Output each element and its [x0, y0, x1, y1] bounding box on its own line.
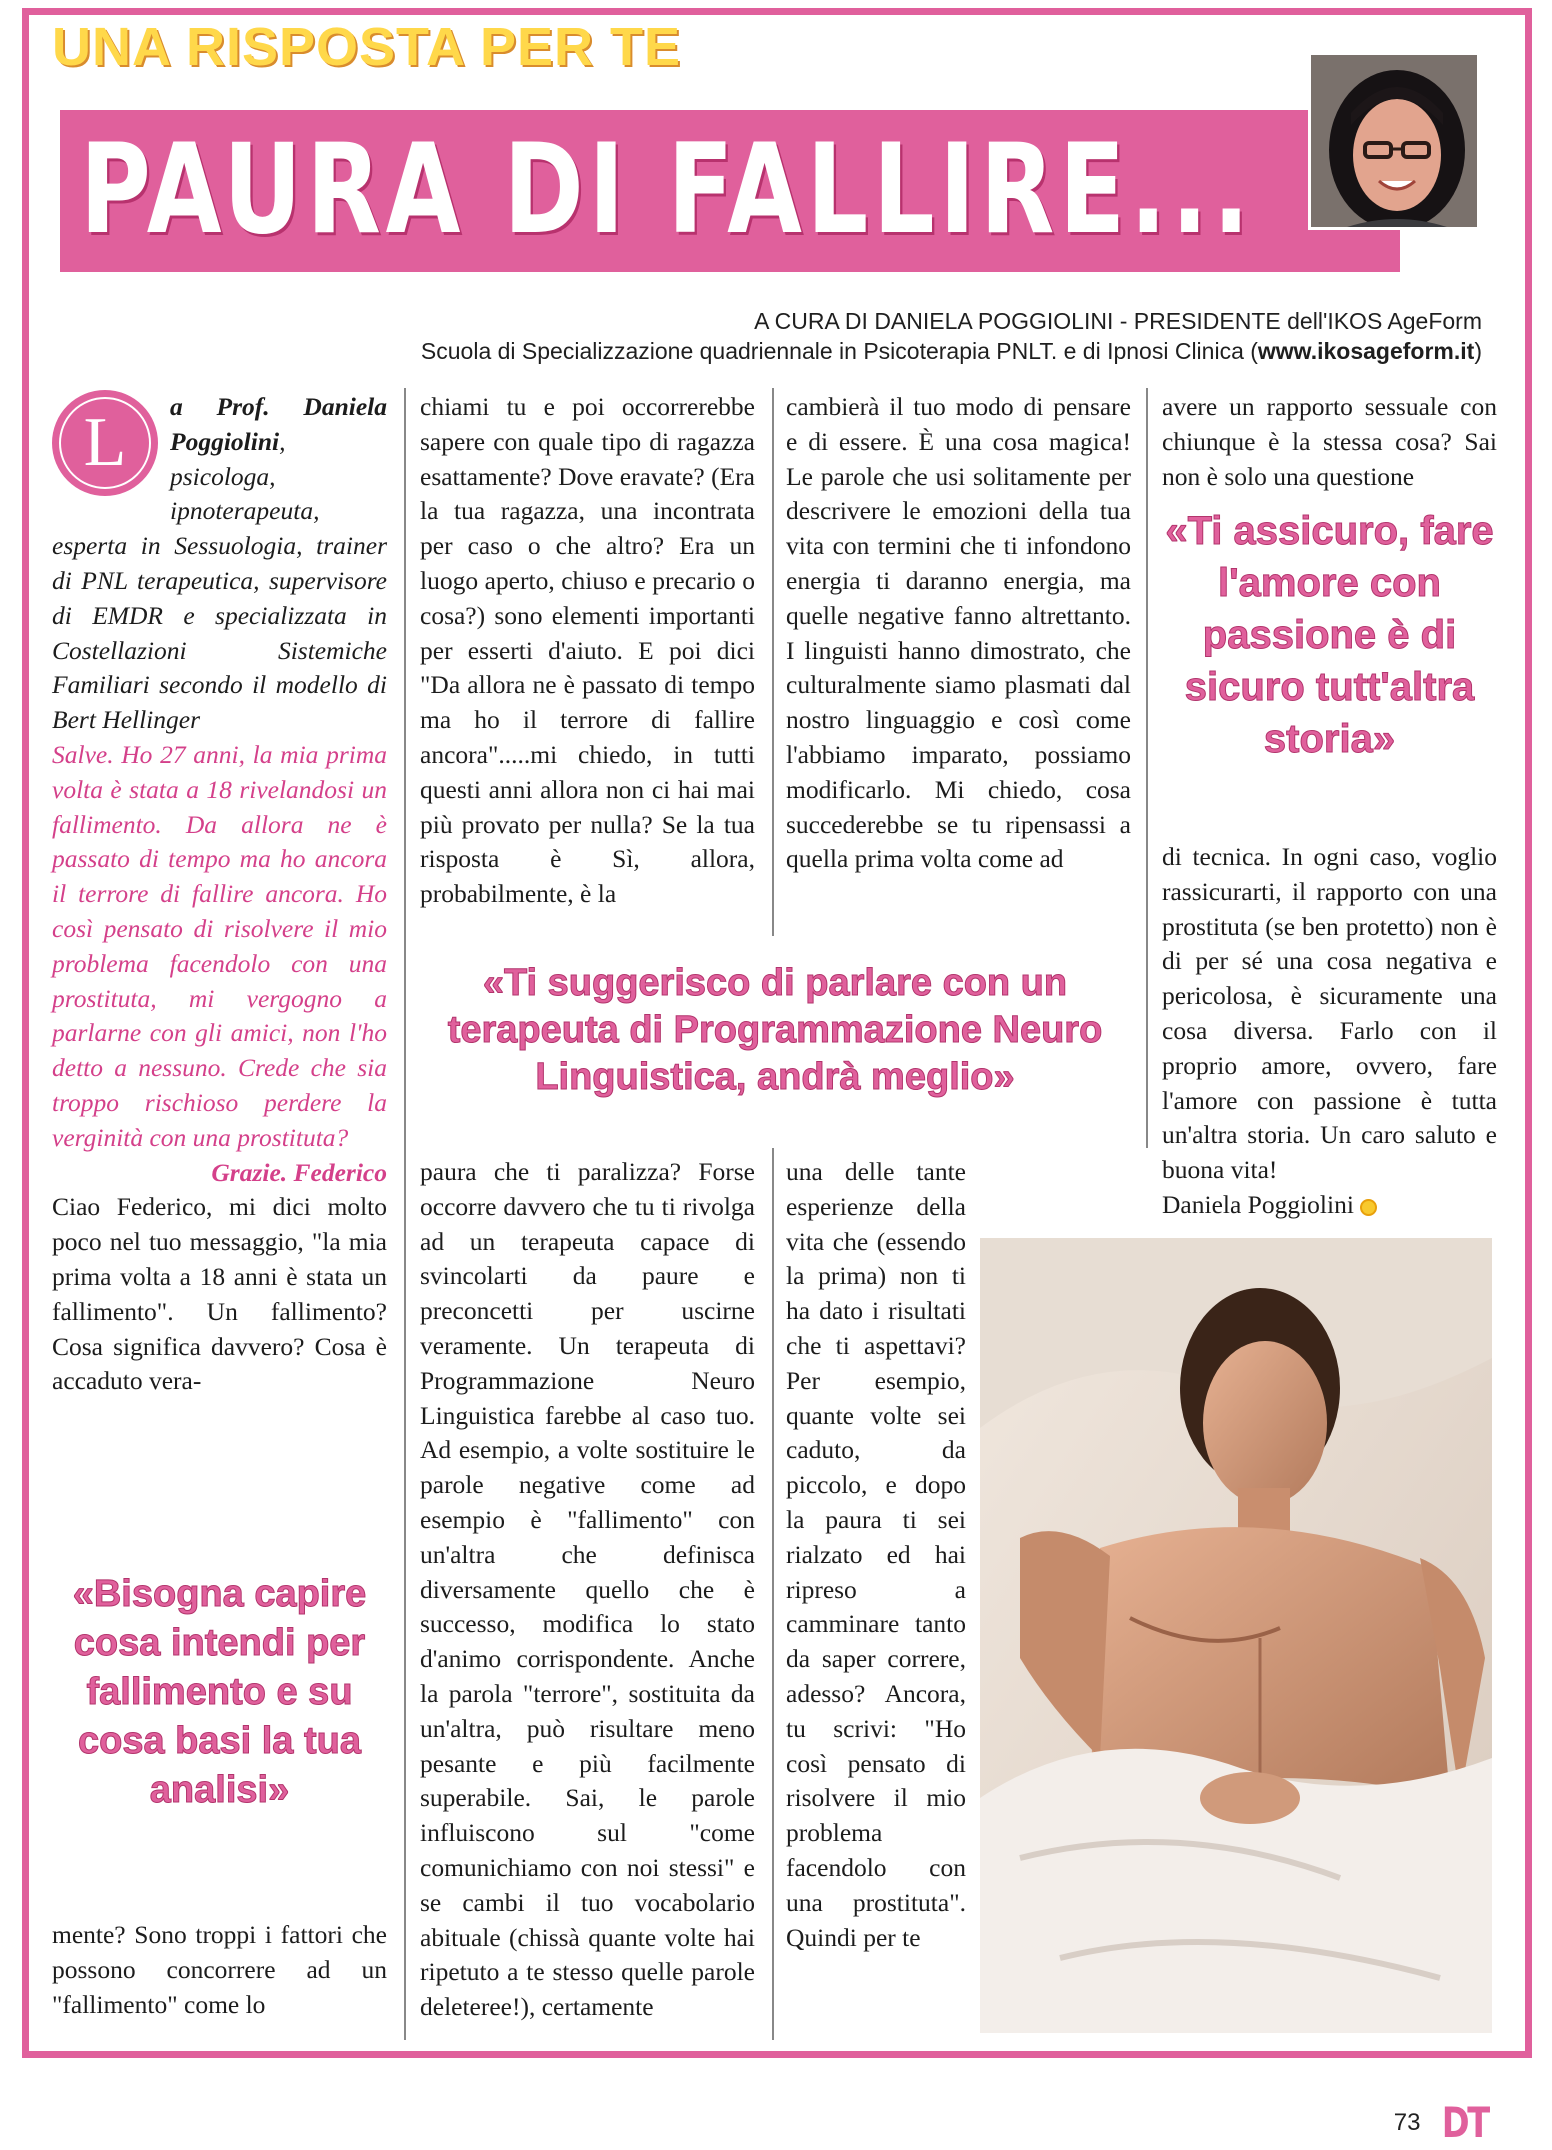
credits-url: www.ikosageform.it — [1257, 338, 1475, 364]
reply-signoff: Daniela Poggiolini — [1162, 1188, 1497, 1223]
section-title: UNA RISPOSTA PER TE — [52, 17, 682, 77]
credits-line-2: Scuola di Specializzazione quadriennale in Psicoterapia PNLT. e di Ipnosi Clinica (www.ikosageform.it) — [420, 338, 1482, 364]
end-mark-icon — [1360, 1199, 1377, 1216]
article-photo — [980, 1238, 1492, 2033]
reply-opening: Ciao Federico, mi dici molto poco nel tuo messaggio, "la mia prima volta a 18 anni è stata un fallimento". Un fallimento? Cosa significa davvero? Cosa è accaduto vera- — [52, 1192, 387, 1396]
column-1-top — [52, 390, 387, 1399]
editorial-email: redazione@editoripercaso.it — [880, 56, 1216, 86]
column-3-top: cambierà il tuo modo di pensare e di essere. È una cosa magica! Le parole che usi solitamente per descrivere le emozioni della tua vita con termini che ti infondono energia ti daranno energia, ma quelle negative fanno altrettanto. I linguisti hanno dimostrato, che culturalmente siamo plasmati dal nostro linguaggio e così come l'abbiamo imparato, possiamo modificarlo. Mi chiedo, cosa succederebbe se tu ripensassi a quella prima volta come ad — [786, 392, 1131, 874]
reader-letter: Salve. Ho 27 anni, la mia prima volta è stata a 18 rivelandosi un fallimento. Da allora ne è passato di tempo ma ho ancora il terrore di fallire ancora. Ho così pensato di risolvere il mio problema facendolo con una prostituta, mi vergogno a parlarne con gli amici, non l'ho detto a nessuno. Crede che sia troppo rischioso perdere la verginità con una prostituta? — [52, 739, 387, 1152]
author-photo — [1308, 52, 1480, 230]
pull-quote-3: «Ti assicuro, fare l'amore con passione è di sicuro tutt'altra storia» — [1165, 509, 1494, 761]
column-4-bottom: di tecnica. In ogni caso, voglio rassicurarti, il rapporto con una prostituta (se ben protetto) non è di per sé una cosa negativa e pericolosa, è sicuramente una cosa diversa. Farlo con il proprio amore, ovvero, fare l'amore con passione è tutta un'altra storia. Un caro saluto e buona vita! Daniela Poggiolini — [1162, 840, 1497, 1223]
article-credits — [421, 306, 1482, 366]
magazine-logo: DT — [1442, 2098, 1489, 2147]
column-2-top: chiami tu e poi occorrerebbe sapere con quale tipo di ragazza esattamente? Dove eravate? (Era la tua ragazza, una incontrata per caso o che altro? Era un luogo aperto, chiuso e precario o cosa?) sono elementi importanti per esserti d'aiuto. E poi dici "Da allora ne è passato di tempo ma ho il terrore di fallire ancora".....mi chiedo, in tutti questi anni allora non ci hai mai più provato per nulla? Se la tua risposta è Sì, allora, probabilmente, è la — [420, 392, 755, 909]
dropcap: L — [52, 390, 158, 496]
column-divider-1 — [404, 388, 406, 2040]
column-divider-4 — [1146, 388, 1148, 1148]
column-1-bottom: mente? Sono troppi i fattori che possono concorrere ad un "fallimento" come lo — [52, 1920, 387, 2019]
pull-quote-2: «Ti suggerisco di parlare con un terapeuta di Programmazione Neuro Linguistica, andrà meglio» — [447, 962, 1103, 1098]
article-headline: PAURA DI FALLIRE... — [80, 118, 1255, 262]
column-3-bottom: una delle tante esperienze della vita che (essendo la prima) non ti ha dato i risultati che ti aspettavi? Per esempio, quante volte sei caduto, da piccolo, e dopo la paura ti sei rialzato ed hai ripreso a camminare tanto da saper correre, adesso? Ancora, tu scrivi: "Ho così pensato di risolvere il mio problema facendolo con una prostituta". Quindi per te — [786, 1157, 966, 1952]
column-2-bottom: paura che ti paralizza? Forse occorre davvero che tu ti rivolga ad un terapeuta capace di svincolarti da paure e preconcetti per uscirne veramente. Un terapeuta di Programmazione Neuro Linguistica farebbe al caso tuo. Ad esempio, a volte sostituire le parole negative come ad esempio è "fallimento" con un'altra che definisca diversamente quello che è successo, modifica lo stato d'animo corrispondente. Anche la parola "terrore", sostituita da un'altra, può risultare meno pesante e più facilmente superabile. Sai, le parole influiscono sul "come comunichiamo con noi stessi" e se cambi il tuo vocabolario abituale (chissà quante volte hai ripetuto a te stesso quelle parole deleteree!), certamente — [420, 1157, 755, 2022]
column-divider-3 — [772, 1148, 774, 2040]
page-footer — [1394, 2098, 1494, 2147]
page-number: 73 — [1393, 2108, 1421, 2136]
pull-quote-1: «Bisogna capire cosa intendi per fallimento e su cosa basi la tua analisi» — [72, 1573, 367, 1811]
column-divider-2 — [772, 388, 774, 936]
column-4-top: avere un rapporto sessuale con chiunque è la stessa cosa? Sai non è solo una questione — [1162, 392, 1497, 491]
letter-signature: Grazie. Federico — [211, 1157, 387, 1187]
credits-line-1: A CURA DI DANIELA POGGIOLINI - PRESIDENTE dell'IKOS AgeForm — [754, 308, 1482, 334]
author-bio: a Prof. Daniela Poggiolini, psicologa, ipnoterapeuta, esperta in Sessuologia, trainer di PNL terapeutica, supervisore di EMDR e specializzata in Costellazioni Sistemiche Familiari secondo il modello di Bert Hellinger — [52, 392, 387, 735]
